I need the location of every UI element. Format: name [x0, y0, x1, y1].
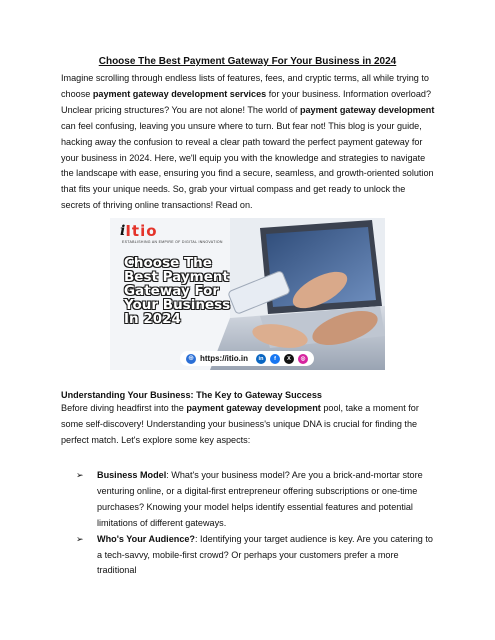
- promo-image: [110, 218, 385, 370]
- itio-logo: [120, 224, 158, 240]
- globe-icon: ⊕: [186, 354, 196, 364]
- list-item: [76, 468, 436, 532]
- intro-text-2: for your business. Information overload? Unclear pricing structures? You are not alone! The world of: [61, 88, 432, 115]
- document-title: Choose The Best Payment Gateway For Your Business in 2024: [98, 56, 397, 67]
- list-item: [76, 532, 436, 580]
- logo-mark: i: [120, 223, 126, 239]
- bullet-text: : Identifying your target audience is key. Are you catering to a tech-savvy, mobile-first crowd? Or perhaps your customers prefer a more traditional: [97, 533, 433, 576]
- intro-text-1: Imagine scrolling through endless lists of features, fees, and cryptic terms, all while trying to choose: [61, 73, 429, 99]
- x-icon[interactable]: X: [284, 354, 294, 364]
- promo-headline: Choose The Best Payment Gateway For Your Business In 2024: [124, 255, 231, 327]
- arrow-bullet-icon: ➢: [76, 533, 84, 544]
- section-heading: Understanding Your Business: The Key to Gateway Success: [61, 390, 322, 400]
- intro-paragraph: [61, 71, 437, 214]
- bullet-label: Business Model: [97, 470, 167, 480]
- bullet-list: [76, 468, 436, 579]
- section-bold: payment gateway development: [186, 403, 321, 413]
- linkedin-icon[interactable]: in: [256, 354, 266, 364]
- section-paragraph: [61, 401, 441, 449]
- facebook-icon[interactable]: f: [270, 354, 280, 364]
- intro-text-3: can feel confusing, leaving you unsure where to turn. But fear not! This blog is your guide, hacking away the confusion to reveal a clear path toward the perfect payment gateway for your business in 2024. Here, we'll equip you with the knowledge and strategies to navigate the landscape with ease, ensuring you find a secure, seamless, and growth-oriented solution that fits your unique needs. So, grab your virtual compass and get ready to unlock the secrets of thriving online transactions! Read on.: [61, 120, 434, 211]
- instagram-icon[interactable]: ◎: [298, 354, 308, 364]
- intro-bold-1: payment gateway development services: [92, 88, 267, 99]
- logo-wordmark: Itio: [125, 222, 158, 240]
- bullet-label: Who's Your Audience?: [97, 533, 195, 544]
- promo-link-bar: [180, 351, 314, 366]
- bullet-text: : What's your business model? Are you a brick-and-mortar store venturing online, or a digital-first entrepreneur offering subscriptions or one-time purchases? Knowing your model helps identify essential features and potential limitations of different gateways.: [97, 470, 423, 528]
- arrow-bullet-icon: ➢: [76, 470, 84, 480]
- website-url[interactable]: https://itio.in: [200, 354, 248, 363]
- section-text-1: Before diving headfirst into the: [61, 403, 187, 413]
- section-text-2: pool, take a moment for some self-discovery! Understanding your business's unique DNA is crucial for finding the perfect match. Let's explore some key aspects:: [61, 403, 419, 445]
- logo-tagline: ESTABLISHING AN EMPIRE OF DIGITAL INNOVATION: [122, 240, 223, 244]
- intro-bold-2: payment gateway development: [299, 104, 435, 115]
